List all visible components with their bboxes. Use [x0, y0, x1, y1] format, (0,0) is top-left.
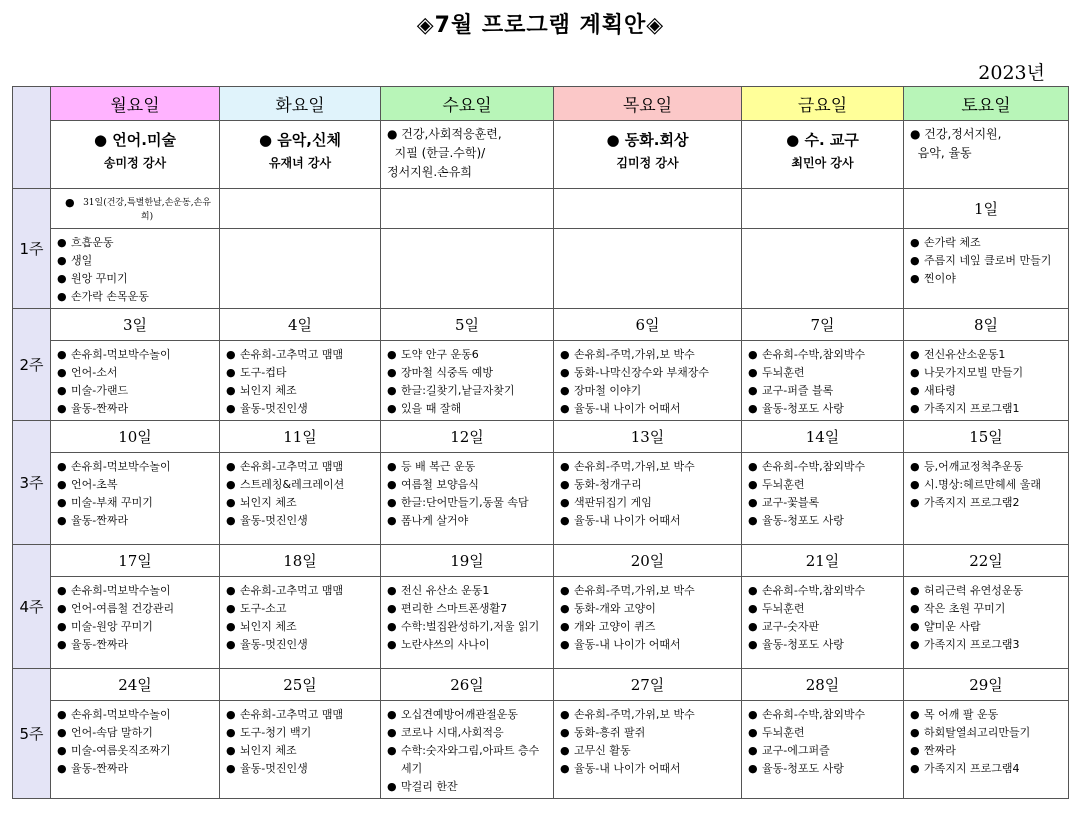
activity-item: ● 흐흡운동 — [57, 234, 215, 252]
activity-item: ● 스트레칭&레크레이션 — [226, 476, 376, 494]
activity-list — [51, 229, 219, 308]
activity-item: ● 있을 때 잘해 — [387, 400, 549, 418]
activity-item: ● 교구-에그퍼즐 — [748, 742, 899, 760]
activity-list — [742, 577, 903, 656]
activity-item: ● 짠짜라 — [910, 742, 1064, 760]
date-cell — [381, 309, 554, 341]
activity-item: ● 두뇌훈련 — [748, 364, 899, 382]
activity-item: ● 색판뒤집기 게임 — [560, 494, 737, 512]
day-header-thu — [554, 87, 742, 121]
date-label: 21일 — [805, 552, 840, 570]
date-cell — [51, 421, 220, 453]
activity-item: ● 미술-여름옷직조짜기 — [57, 742, 215, 760]
date-cell — [51, 189, 220, 229]
activity-item: ● 언어-소서 — [57, 364, 215, 382]
activity-item: ● 생일 — [57, 252, 215, 270]
activity-list — [904, 701, 1068, 780]
date-label: 1일 — [973, 200, 999, 218]
activity-item: ● 작은 초원 꾸미기 — [910, 600, 1064, 618]
activity-item: ● 율동-내 나이가 어때서 — [560, 512, 737, 530]
activity-list — [51, 701, 219, 780]
year-label: 2023년 — [978, 62, 1045, 84]
activity-item: ● 손유희-고추먹고 맴맴 — [226, 706, 376, 724]
week-label — [13, 309, 51, 421]
activity-item: ● 율동-멋진인생 — [226, 636, 376, 654]
activity-list — [554, 341, 741, 420]
activity-list — [220, 453, 380, 532]
activity-item: ● 손유희-고추먹고 맴맴 — [226, 582, 376, 600]
activity-item: ● 뇌인지 체조 — [226, 382, 376, 400]
activity-cell — [904, 701, 1069, 799]
date-cell — [742, 189, 904, 229]
activity-item: ● 도구-청기 백기 — [226, 724, 376, 742]
activity-cell — [554, 701, 742, 799]
activity-list — [381, 453, 553, 532]
activity-item: ● 손유희-수박,참외박수 — [748, 346, 899, 364]
activity-item: ● 손유희-주먹,가위,보 박수 — [560, 582, 737, 600]
date-label: 10일 — [118, 428, 152, 446]
activity-item: ● 율동-내 나이가 어때서 — [560, 636, 737, 654]
activity-item: ● 고무신 활동 — [560, 742, 737, 760]
program-cell-wed — [381, 121, 554, 189]
activity-cell — [904, 453, 1069, 545]
activity-cell — [220, 341, 381, 421]
activity-item: ● 손유희-고추먹고 맴맴 — [226, 458, 376, 476]
activity-item: ● 편리한 스마트폰생활7 — [387, 600, 549, 618]
date-label: 4일 — [287, 316, 313, 334]
activity-list — [51, 577, 219, 656]
activity-item: ● 손유희-먹보박수놀이 — [57, 458, 215, 476]
activity-item: ● 뇌인지 체조 — [226, 742, 376, 760]
activity-item: ● 막걸리 한잔 — [387, 778, 549, 796]
activity-item: ● 장마철 이야기 — [560, 382, 737, 400]
activity-item: ● 율동-짠짜라 — [57, 636, 215, 654]
program-cell-tue — [220, 121, 381, 189]
date-cell — [381, 421, 554, 453]
activity-item: ● 율동-청포도 사랑 — [748, 636, 899, 654]
activity-item: ● 하회탈열쇠고리만들기 — [910, 724, 1064, 742]
activity-item: ● 여름철 보양음식 — [387, 476, 549, 494]
date-label: 28일 — [805, 676, 840, 694]
program-line: 지필 (한글.수학)/ — [387, 146, 486, 160]
activity-list — [742, 701, 903, 780]
activity-list — [904, 577, 1068, 656]
date-label: 29일 — [969, 676, 1003, 694]
week-label — [13, 669, 51, 799]
week-label — [13, 545, 51, 669]
program-cell-fri — [742, 121, 904, 189]
date-label: 5일 — [454, 316, 480, 334]
activity-item: ● 손유희-수박,참외박수 — [748, 458, 899, 476]
activity-item: ● 손유희-주먹,가위,보 박수 — [560, 706, 737, 724]
activity-cell — [220, 577, 381, 669]
date-label: 13일 — [630, 428, 665, 446]
activity-item: ● 수학:벌집완성하기,저울 읽기 — [387, 618, 549, 636]
activity-item: ● 율동-내 나이가 어때서 — [560, 400, 737, 418]
date-cell — [904, 421, 1069, 453]
date-label: 15일 — [969, 428, 1003, 446]
date-label: 3일 — [122, 316, 148, 334]
date-label: 20일 — [630, 552, 665, 570]
date-cell — [220, 309, 381, 341]
activity-cell — [742, 229, 904, 309]
activity-cell — [220, 701, 381, 799]
activity-item: ● 한글:단어만들기,동물 속담 — [387, 494, 549, 512]
activity-item: ● 전신유산소운동1 — [910, 346, 1064, 364]
week-label — [13, 421, 51, 545]
activity-list — [554, 701, 741, 780]
activity-list — [742, 453, 903, 532]
activity-item: ● 가족지지 프로그램4 — [910, 760, 1064, 778]
program-line: ● 건강,정서지원, — [910, 127, 1002, 141]
program-cell-thu — [554, 121, 742, 189]
date-label: 8일 — [973, 316, 999, 334]
activity-item: ● 폼나게 살거야 — [387, 512, 549, 530]
activity-item: ● 손가락 체조 — [910, 234, 1064, 252]
activity-item: ● 가족지지 프로그램2 — [910, 494, 1064, 512]
activity-item: ● 손유희-먹보박수놀이 — [57, 706, 215, 724]
activity-item: ● 찐이야 — [910, 270, 1064, 288]
activity-cell — [381, 577, 554, 669]
day-header-wed — [381, 87, 554, 121]
week-label — [13, 189, 51, 309]
activity-item: ● 코로나 시대,사회적응 — [387, 724, 549, 742]
activity-item: ● 허리근력 유연성운동 — [910, 582, 1064, 600]
date-cell — [220, 669, 381, 701]
activity-item: ● 뇌인지 체조 — [226, 618, 376, 636]
activity-cell — [904, 341, 1069, 421]
activity-item: ● 동화-나막신장수와 부채장수 — [560, 364, 737, 382]
date-label: 24일 — [118, 676, 152, 694]
program-title: ● 수. 교구 — [786, 131, 859, 149]
date-cell — [51, 545, 220, 577]
date-cell — [904, 545, 1069, 577]
date-cell — [554, 309, 742, 341]
program-schedule-table — [12, 86, 1069, 799]
activity-item: ● 손유희-주먹,가위,보 박수 — [560, 458, 737, 476]
activity-item: ● 등,어깨교정척추운동 — [910, 458, 1064, 476]
date-cell — [554, 669, 742, 701]
activity-list — [381, 341, 553, 420]
date-cell — [220, 545, 381, 577]
activity-cell — [220, 453, 381, 545]
date-label: 17일 — [118, 552, 152, 570]
activity-list — [220, 229, 380, 236]
corner-cell — [13, 87, 51, 189]
activity-item: ● 교구-퍼즐 블록 — [748, 382, 899, 400]
date-cell — [904, 669, 1069, 701]
activity-item: ● 언어-속담 말하기 — [57, 724, 215, 742]
activity-cell — [554, 453, 742, 545]
page-title: ◈7월 프로그램 계획안◈ — [416, 13, 665, 38]
activity-list — [742, 229, 903, 236]
day-header-mon — [51, 87, 220, 121]
day-label: 토요일 — [961, 96, 1011, 116]
day-header-fri — [742, 87, 904, 121]
activity-cell — [51, 453, 220, 545]
activity-item: ● 두뇌훈련 — [748, 476, 899, 494]
activity-item: ● 율동-청포도 사랑 — [748, 400, 899, 418]
activity-item: ● 두뇌훈련 — [748, 724, 899, 742]
date-cell — [742, 669, 904, 701]
activity-item: ● 전신 유산소 운동1 — [387, 582, 549, 600]
date-label: 7일 — [810, 316, 835, 334]
prev-month-note: ● 31일(건강,특별한날,손운동,손유희) — [65, 196, 215, 224]
activity-item: ● 뇌인지 체조 — [226, 494, 376, 512]
activity-list — [904, 341, 1068, 420]
activity-item: ● 등 배 복근 운동 — [387, 458, 549, 476]
date-cell — [220, 189, 381, 229]
activity-cell — [904, 577, 1069, 669]
day-label: 월요일 — [110, 96, 160, 116]
activity-item: ● 율동-멋진인생 — [226, 512, 376, 530]
activity-item: ● 도약 안구 운동6 — [387, 346, 549, 364]
day-label: 금요일 — [797, 96, 848, 116]
activity-item: ● 율동-내 나이가 어때서 — [560, 760, 737, 778]
activity-list — [381, 701, 553, 798]
activity-item: ● 가족지지 프로그램3 — [910, 636, 1064, 654]
activity-list — [51, 453, 219, 532]
activity-item: ● 동화-청개구리 — [560, 476, 737, 494]
activity-item: ● 목 어깨 팔 운동 — [910, 706, 1064, 724]
activity-item: ● 율동-짠짜라 — [57, 760, 215, 778]
activity-list — [742, 341, 903, 420]
activity-cell — [904, 229, 1069, 309]
activity-item: ● 율동-짠짜라 — [57, 400, 215, 418]
activity-item: ● 두뇌훈련 — [748, 600, 899, 618]
date-label: 14일 — [805, 428, 840, 446]
activity-cell — [381, 229, 554, 309]
day-header-tue — [220, 87, 381, 121]
activity-item: ● 손유희-먹보박수놀이 — [57, 346, 215, 364]
activity-item: ● 언어-여름철 건강관리 — [57, 600, 215, 618]
program-title: ● 동화.회상 — [606, 131, 689, 149]
activity-item: ● 오십견예방어깨관절운동 — [387, 706, 549, 724]
activity-item: ● 손유희-수박,참외박수 — [748, 582, 899, 600]
activity-list — [554, 453, 741, 532]
activity-cell — [51, 229, 220, 309]
activity-item: ● 미술-원앙 꾸미기 — [57, 618, 215, 636]
activity-item: ● 동화-흥쥐 팔쥐 — [560, 724, 737, 742]
date-cell — [904, 189, 1069, 229]
activity-item: ● 동화-개와 고양이 — [560, 600, 737, 618]
activity-cell — [554, 341, 742, 421]
activity-item: ● 주름지 네잎 클로버 만들기 — [910, 252, 1064, 270]
teacher-name: 최민아 강사 — [791, 156, 854, 170]
activity-list — [220, 341, 380, 420]
activity-cell — [742, 577, 904, 669]
activity-item: ● 교구-숫자판 — [748, 618, 899, 636]
date-label: 27일 — [630, 676, 665, 694]
activity-list — [51, 341, 219, 420]
activity-item: ● 나뭇가지모빌 만들기 — [910, 364, 1064, 382]
date-cell — [51, 309, 220, 341]
activity-item: ● 새타령 — [910, 382, 1064, 400]
activity-cell — [381, 701, 554, 799]
activity-cell — [381, 341, 554, 421]
activity-item: ● 율동-청포도 사랑 — [748, 512, 899, 530]
activity-item: ● 율동-짠짜라 — [57, 512, 215, 530]
date-label: 26일 — [450, 676, 484, 694]
activity-list — [554, 577, 741, 656]
date-cell — [742, 421, 904, 453]
day-label: 수요일 — [442, 96, 492, 116]
activity-item: ● 율동-멋진인생 — [226, 760, 376, 778]
activity-list — [904, 229, 1068, 290]
date-label: 6일 — [635, 316, 660, 334]
date-cell — [904, 309, 1069, 341]
activity-item: ● 도구-컵타 — [226, 364, 376, 382]
date-label: 11일 — [283, 428, 317, 446]
teacher-name: 유재녀 강사 — [268, 156, 332, 170]
program-cell-mon — [51, 121, 220, 189]
activity-item: ● 언어-초복 — [57, 476, 215, 494]
program-line: 음악, 율동 — [910, 146, 972, 160]
activity-cell — [51, 341, 220, 421]
activity-item: ● 도구-소고 — [226, 600, 376, 618]
activity-item: ● 노란샤쓰의 사나이 — [387, 636, 549, 654]
activity-cell — [51, 577, 220, 669]
teacher-name: 송미정 강사 — [103, 156, 167, 170]
activity-list — [554, 229, 741, 236]
activity-cell — [554, 229, 742, 309]
day-header-sat — [904, 87, 1069, 121]
activity-item: ● 장마철 식중독 예방 — [387, 364, 549, 382]
activity-cell — [381, 453, 554, 545]
date-cell — [742, 309, 904, 341]
date-cell — [51, 669, 220, 701]
date-cell — [742, 545, 904, 577]
date-cell — [554, 189, 742, 229]
activity-cell — [742, 341, 904, 421]
activity-item: ● 교구-꽃블록 — [748, 494, 899, 512]
day-label: 목요일 — [622, 96, 673, 116]
activity-item: ● 미술-가랜드 — [57, 382, 215, 400]
week-label-text: 4주 — [19, 598, 44, 616]
activity-item: ● 가족지지 프로그램1 — [910, 400, 1064, 418]
date-label: 22일 — [969, 552, 1003, 570]
program-line: ● 건강,사회적응훈련, — [387, 127, 502, 141]
activity-cell — [220, 229, 381, 309]
activity-list — [381, 229, 553, 236]
activity-item: ● 손유희-고추먹고 맴맴 — [226, 346, 376, 364]
date-cell — [381, 189, 554, 229]
activity-item: ● 율동-멋진인생 — [226, 400, 376, 418]
day-label: 화요일 — [275, 96, 325, 116]
teacher-name: 김미정 강사 — [616, 156, 679, 170]
week-label-text: 1주 — [19, 240, 44, 258]
activity-item: ● 개와 고양이 퀴즈 — [560, 618, 737, 636]
activity-list — [904, 453, 1068, 514]
program-title: ● 음악,신체 — [259, 131, 341, 149]
program-title: ● 언어.미술 — [94, 131, 176, 149]
activity-item: ● 원앙 꾸미기 — [57, 270, 215, 288]
activity-item: ● 한글:길찾기,낱글자찾기 — [387, 382, 549, 400]
date-label: 12일 — [450, 428, 484, 446]
activity-cell — [554, 577, 742, 669]
activity-cell — [742, 453, 904, 545]
activity-item: ● 손유희-수박,참외박수 — [748, 706, 899, 724]
date-cell — [554, 545, 742, 577]
date-cell — [381, 545, 554, 577]
activity-item: ● 손유희-먹보박수놀이 — [57, 582, 215, 600]
activity-item: ● 손가락 손목운동 — [57, 288, 215, 306]
activity-item: ● 얄미운 사람 — [910, 618, 1064, 636]
activity-cell — [51, 701, 220, 799]
activity-cell — [742, 701, 904, 799]
week-label-text: 2주 — [19, 356, 44, 374]
activity-item: ● 미술-부채 꾸미기 — [57, 494, 215, 512]
date-label: 19일 — [450, 552, 484, 570]
activity-item: ● 시.명상:헤르만헤세 울래 — [910, 476, 1064, 494]
date-cell — [220, 421, 381, 453]
program-line: 정서지원.손유희 — [387, 165, 472, 179]
week-label-text: 5주 — [19, 725, 44, 743]
week-label-text: 3주 — [19, 474, 44, 492]
program-cell-sat — [904, 121, 1069, 189]
activity-list — [220, 577, 380, 656]
date-cell — [554, 421, 742, 453]
date-label: 18일 — [283, 552, 317, 570]
activity-item: ● 수학:숫자와그림,아파트 층수 세기 — [387, 742, 549, 778]
date-label: 25일 — [283, 676, 317, 694]
date-cell — [381, 669, 554, 701]
activity-item: ● 손유희-주먹,가위,보 박수 — [560, 346, 737, 364]
activity-item: ● 율동-청포도 사랑 — [748, 760, 899, 778]
activity-list — [220, 701, 380, 780]
activity-list — [381, 577, 553, 656]
